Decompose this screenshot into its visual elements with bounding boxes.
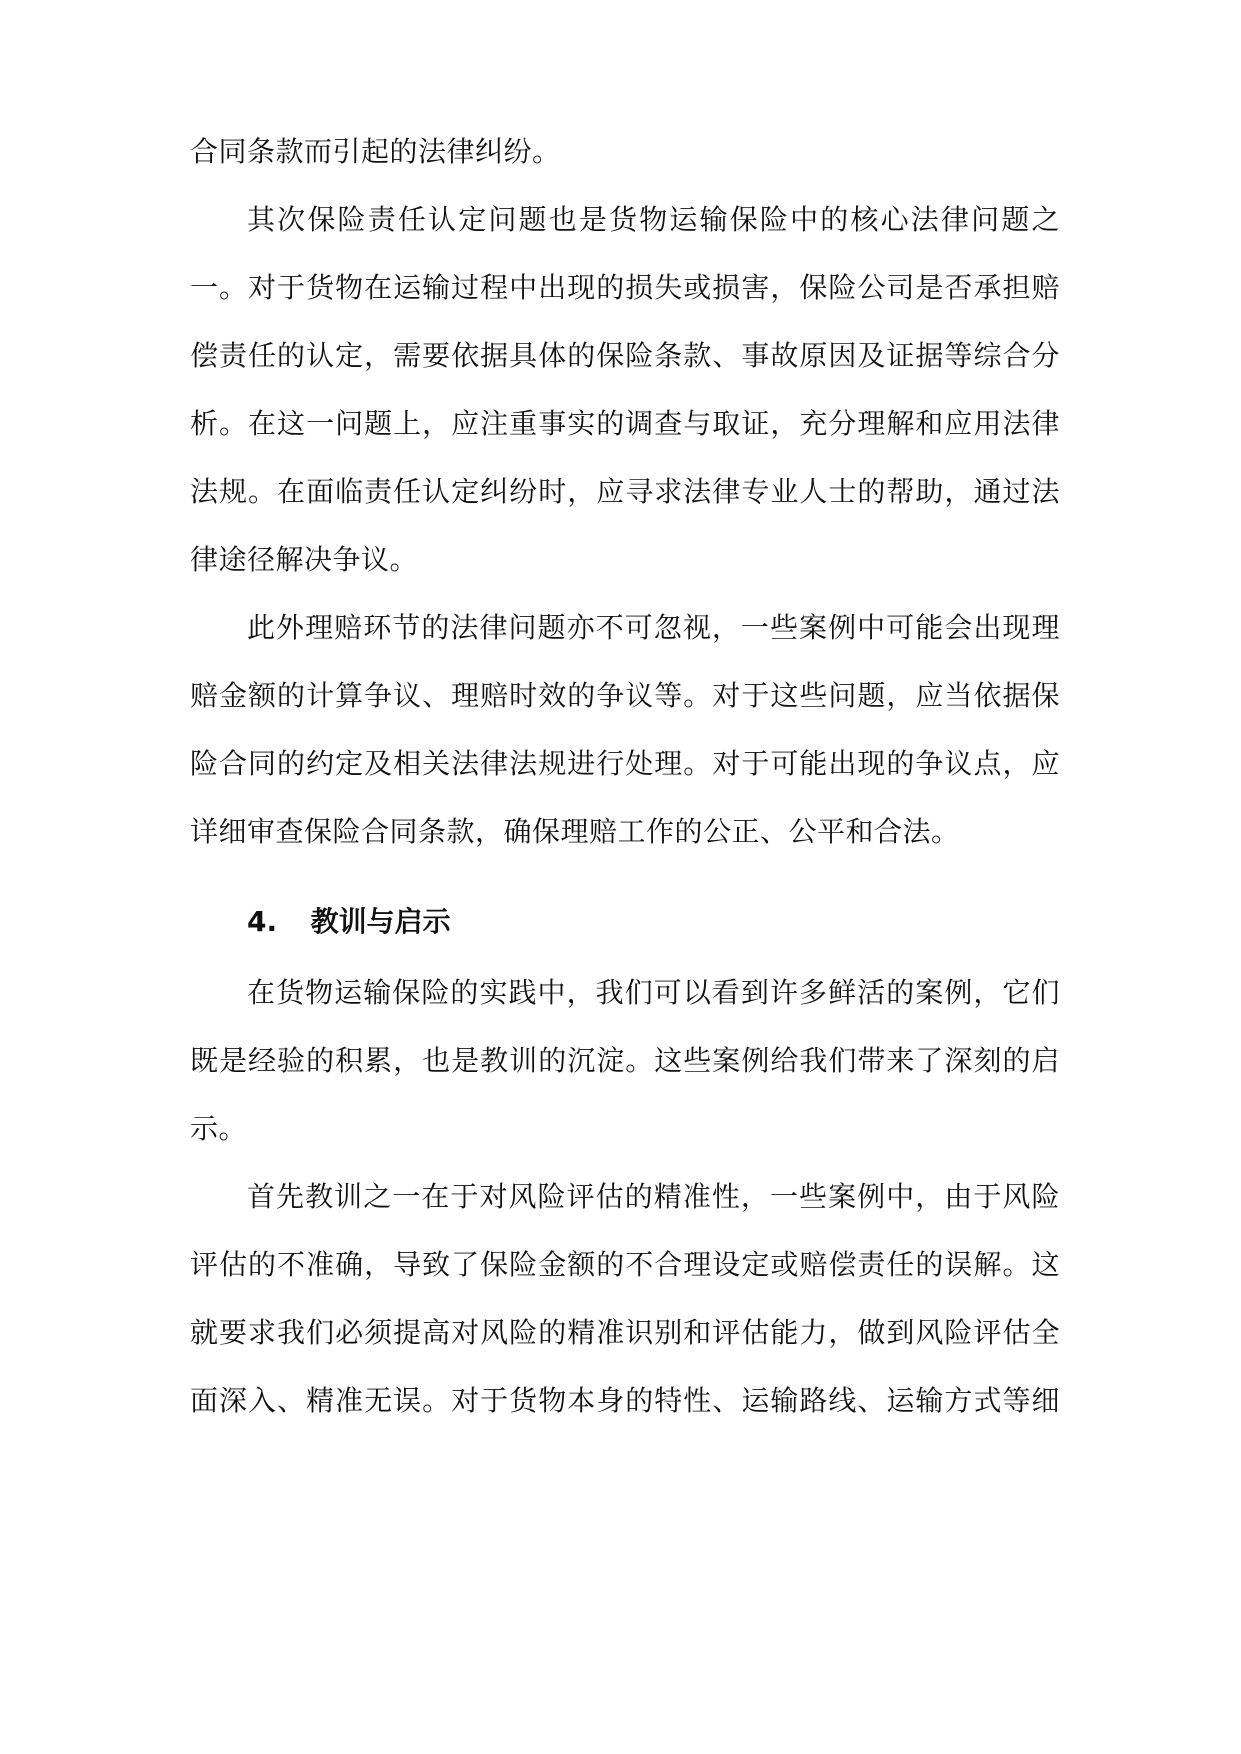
paragraph-2-line-5: 法规。在面临责任认定纠纷时，应寻求法律专业人士的帮助，通过法 [190, 475, 1060, 508]
section-heading [247, 905, 451, 939]
paragraph-5-line-4: 面深入、精准无误。对于货物本身的特性、运输路线、运输方式等细 [190, 1384, 1060, 1417]
paragraph-5-line-2: 评估的不准确，导致了保险金额的不合理设定或赔偿责任的误解。这 [190, 1248, 1060, 1281]
paragraph-3-line-4: 详细审查保险合同条款，确保理赔工作的公正、公平和合法。 [190, 815, 960, 848]
paragraph-2-line-2: 一。对于货物在运输过程中出现的损失或损害，保险公司是否承担赔 [190, 271, 1060, 304]
paragraph-4-line-2: 既是经验的积累，也是教训的沉淀。这些案例给我们带来了深刻的启 [190, 1044, 1060, 1077]
paragraph-5-line-1: 首先教训之一在于对风险评估的精准性，一些案例中，由于风险 [247, 1180, 1060, 1213]
paragraph-4-line-3: 示。 [190, 1112, 248, 1145]
section-number: 4. [247, 905, 278, 938]
paragraph-1-line-1: 合同条款而引起的法律纠纷。 [190, 135, 561, 168]
paragraph-3-line-1: 此外理赔环节的法律问题亦不可忽视，一些案例中可能会出现理 [247, 611, 1060, 644]
paragraph-3-line-2: 赔金额的计算争议、理赔时效的争议等。对于这些问题，应当依据保 [190, 679, 1060, 712]
paragraph-3-line-3: 险合同的约定及相关法律法规进行处理。对于可能出现的争议点，应 [190, 747, 1060, 780]
paragraph-4-line-1: 在货物运输保险的实践中，我们可以看到许多鲜活的案例，它们 [247, 976, 1060, 1009]
paragraph-2-line-4: 析。在这一问题上，应注重事实的调查与取证，充分理解和应用法律 [190, 407, 1060, 440]
section-title: 教训与启示 [310, 905, 451, 938]
paragraph-2-line-3: 偿责任的认定，需要依据具体的保险条款、事故原因及证据等综合分 [190, 339, 1060, 372]
paragraph-2-line-6: 律途径解决争议。 [190, 543, 419, 576]
paragraph-2-line-1: 其次保险责任认定问题也是货物运输保险中的核心法律问题之 [247, 203, 1060, 236]
paragraph-5-line-3: 就要求我们必须提高对风险的精准识别和评估能力，做到风险评估全 [190, 1316, 1060, 1349]
